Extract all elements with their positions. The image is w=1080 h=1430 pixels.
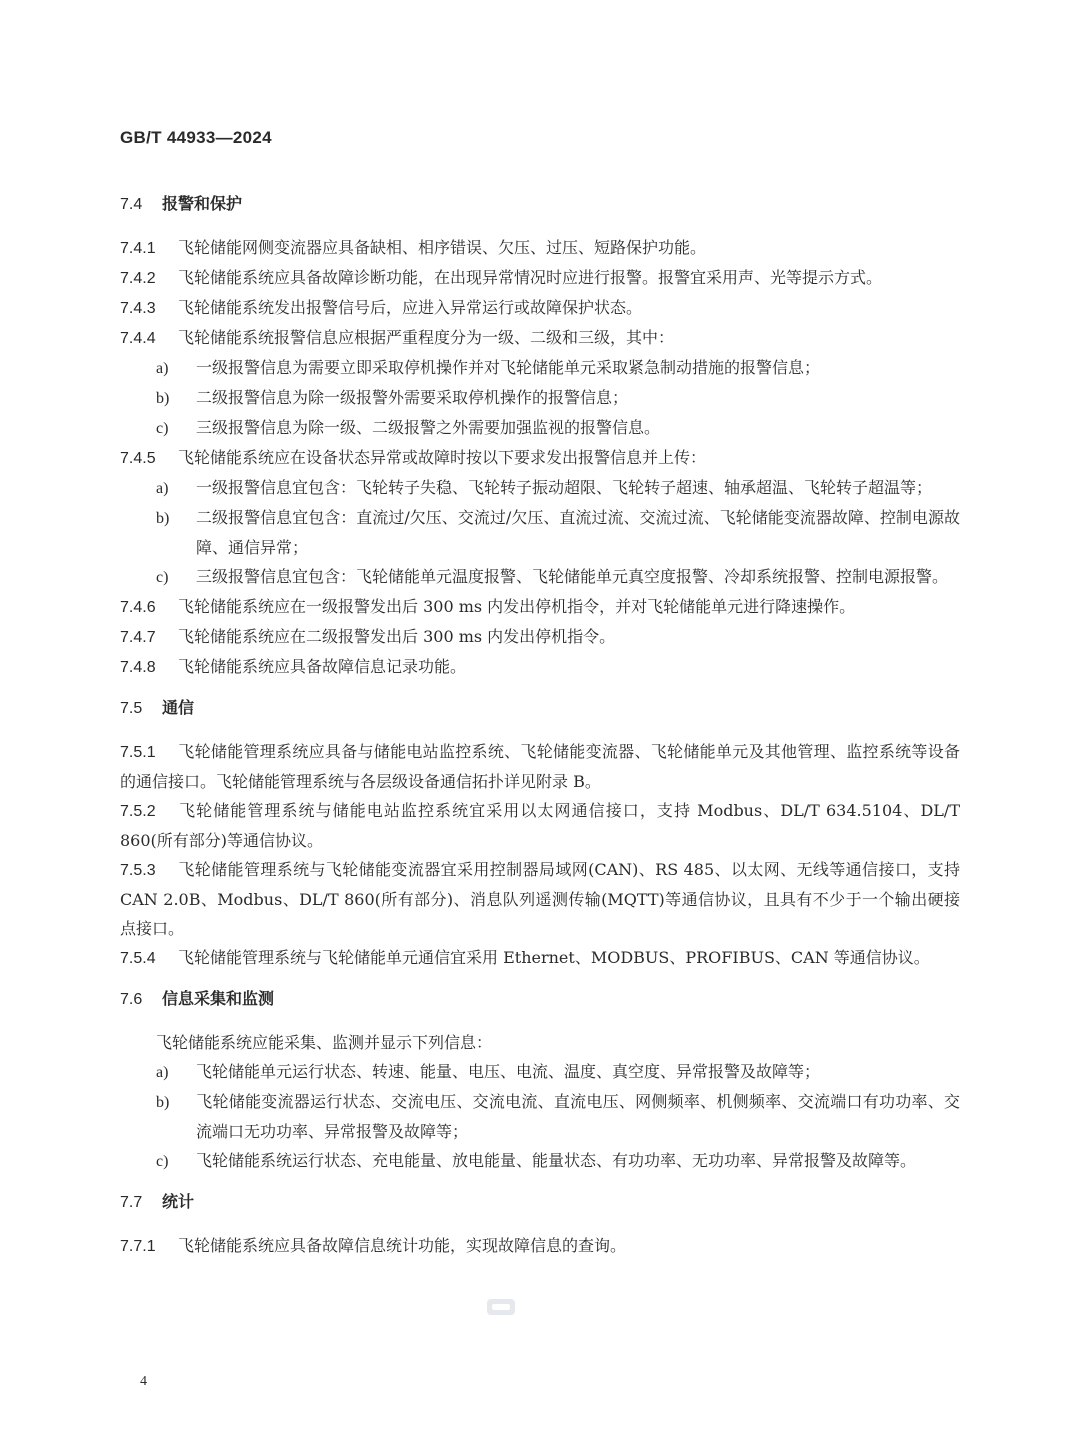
list-item-label: b) (156, 390, 170, 407)
watermark-logo-icon (486, 1296, 516, 1318)
list-item-text: 一级报警信息宜包含：飞轮转子失稳、飞轮转子振动超限、飞轮转子超速、轴承超温、飞轮转子超温等； (196, 478, 933, 497)
section-title: 报警和保护 (162, 194, 243, 213)
clause-number: 7.5.2 (120, 803, 156, 820)
section-heading (120, 985, 960, 1014)
list-item-text: 三级报警信息宜包含：飞轮储能单元温度报警、飞轮储能单元真空度报警、冷却系统报警、控制电源报警。 (196, 567, 949, 586)
clause (120, 943, 960, 973)
list-item-label: a) (156, 360, 169, 377)
clause-number: 7.4.3 (120, 300, 156, 317)
clause-number: 7.5.1 (120, 744, 156, 761)
list-item-text: 三级报警信息为除一级、二级报警之外需要加强监视的报警信息。 (196, 418, 661, 437)
clause (120, 592, 960, 622)
clause-number: 7.4.1 (120, 240, 156, 257)
document-body (120, 190, 960, 1273)
list-item-label: c) (156, 420, 169, 437)
clause-number: 7.5.4 (120, 950, 156, 967)
clause (120, 233, 960, 263)
clause-number: 7.4.5 (120, 450, 156, 467)
list-item-label: c) (156, 1153, 169, 1170)
clause-text: 飞轮储能网侧变流器应具备缺相、相序错误、欠压、过压、短路保护功能。 (178, 238, 707, 257)
section-number: 7.7 (120, 1194, 143, 1211)
list-item (120, 1146, 960, 1176)
section-number: 7.6 (120, 991, 143, 1008)
clause (120, 737, 960, 796)
list-item-text: 飞轮储能单元运行状态、转速、能量、电压、电流、温度、真空度、异常报警及故障等； (196, 1062, 821, 1081)
clause-number: 7.4.6 (120, 599, 156, 616)
section-heading (120, 694, 960, 723)
clause-text: 飞轮储能系统报警信息应根据严重程度分为一级、二级和三级，其中： (178, 328, 675, 347)
section-title: 统计 (162, 1192, 195, 1211)
list-item-label: a) (156, 1064, 169, 1081)
clause-text: 飞轮储能系统发出报警信号后，应进入异常运行或故障保护状态。 (178, 298, 643, 317)
clause-text: 飞轮储能系统应在设备状态异常或故障时按以下要求发出报警信息并上传： (178, 448, 707, 467)
clause (120, 323, 960, 353)
clause (120, 622, 960, 652)
list-item-text: 二级报警信息宜包含：直流过/欠压、交流过/欠压、直流过流、交流过流、飞轮储能变流器故障、控制电源故障、通信异常； (196, 508, 960, 557)
clause (120, 263, 960, 293)
list-item-label: b) (156, 510, 170, 527)
list-item-text: 一级报警信息为需要立即采取停机操作并对飞轮储能单元采取紧急制动措施的报警信息； (196, 358, 821, 377)
list-item-text: 飞轮储能变流器运行状态、交流电压、交流电流、直流电压、网侧频率、机侧频率、交流端口有功功率、交流端口无功功率、异常报警及故障等； (196, 1092, 960, 1141)
clause-text: 飞轮储能系统应具备故障信息记录功能。 (178, 657, 467, 676)
clause (120, 1231, 960, 1261)
clause (120, 796, 960, 855)
list-item-text: 飞轮储能系统运行状态、充电能量、放电能量、能量状态、有功功率、无功功率、异常报警及故障等。 (196, 1151, 917, 1170)
list-item (120, 562, 960, 592)
clause-text: 飞轮储能系统应在一级报警发出后 300 ms 内发出停机指令，并对飞轮储能单元进行降速操作。 (178, 597, 856, 616)
clause-number: 7.4.4 (120, 330, 156, 347)
list-item-label: a) (156, 480, 169, 497)
clause-text: 飞轮储能系统应具备故障信息统计功能，实现故障信息的查询。 (178, 1236, 627, 1255)
list-item (120, 1087, 960, 1146)
section-heading (120, 1188, 960, 1217)
page-number: 4 (140, 1374, 147, 1389)
section-number: 7.5 (120, 700, 143, 717)
list-item (120, 353, 960, 383)
section-7-4 (120, 190, 960, 682)
clause-number: 7.7.1 (120, 1238, 156, 1255)
list-item-label: c) (156, 569, 169, 586)
clause (120, 652, 960, 682)
list-item (120, 473, 960, 503)
list-item (120, 1057, 960, 1087)
standard-code: GB/T 44933—2024 (120, 128, 272, 147)
clause-text: 飞轮储能管理系统与飞轮储能单元通信宜采用 Ethernet、MODBUS、PROFIBUS、CAN 等通信协议。 (178, 948, 930, 967)
clause-number: 7.5.3 (120, 862, 156, 879)
section-title: 通信 (162, 698, 195, 717)
clause-number: 7.4.7 (120, 629, 156, 646)
list-item-text: 二级报警信息为除一级报警外需要采取停机操作的报警信息； (196, 388, 629, 407)
section-heading (120, 190, 960, 219)
clause-text: 飞轮储能系统应在二级报警发出后 300 ms 内发出停机指令。 (178, 627, 616, 646)
section-title: 信息采集和监测 (162, 989, 275, 1008)
paragraph: 飞轮储能系统应能采集、监测并显示下列信息： (156, 1033, 493, 1052)
clause (120, 293, 960, 323)
list-item-label: b) (156, 1094, 170, 1111)
clause (120, 443, 960, 473)
section-number: 7.4 (120, 196, 143, 213)
list-item (120, 383, 960, 413)
section-7-5 (120, 694, 960, 973)
clause-text: 飞轮储能管理系统与飞轮储能变流器宜采用控制器局域网(CAN)、RS 485、以太网、无线等通信接口，支持 CAN 2.0B、Modbus、DL/T 860(所有部分)、消息队列遥测传输(MQTT)等通信协议，且具有不少于一个输出硬接点接口。 (120, 860, 960, 938)
section-7-7 (120, 1188, 960, 1261)
section-7-6 (120, 985, 960, 1176)
clause-text: 飞轮储能管理系统应具备与储能电站监控系统、飞轮储能变流器、飞轮储能单元及其他管理、监控系统等设备的通信接口。飞轮储能管理系统与各层级设备通信拓扑详见附录 B。 (120, 742, 960, 791)
clause (120, 855, 960, 943)
clause-text: 飞轮储能系统应具备故障诊断功能，在出现异常情况时应进行报警。报警宜采用声、光等提示方式。 (178, 268, 883, 287)
clause-text: 飞轮储能管理系统与储能电站监控系统宜采用以太网通信接口，支持 Modbus、DL/T 634.5104、DL/T 860(所有部分)等通信协议。 (120, 801, 960, 850)
clause-number: 7.4.2 (120, 270, 156, 287)
list-item (120, 413, 960, 443)
list-item (120, 503, 960, 562)
clause-number: 7.4.8 (120, 659, 156, 676)
